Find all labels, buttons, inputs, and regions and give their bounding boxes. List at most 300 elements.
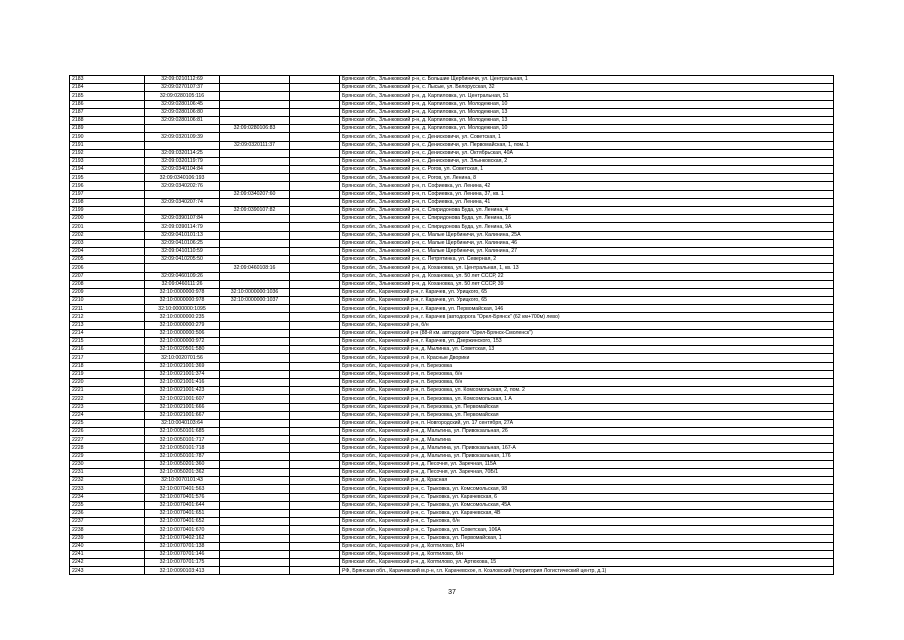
empty-cell — [290, 305, 340, 313]
building-cadastral-number-cell — [220, 174, 290, 182]
building-cadastral-number-cell — [220, 509, 290, 517]
address-cell: Брянская обл., Злынковский р-н, д. Кохановка, ул. 50 лет СССР, 39 — [340, 280, 834, 288]
address-cell: Брянская обл., Злынковский р-н, с. Спиридонова Буда, ул. Ленина, 4 — [340, 207, 834, 215]
row-number-cell: 2231 — [70, 469, 145, 477]
row-number-cell: 2206 — [70, 264, 145, 272]
building-cadastral-number-cell: 32:09:0390107:82 — [220, 207, 290, 215]
row-number-cell: 2197 — [70, 190, 145, 198]
address-cell: Брянская обл., Карачевский р-н, п. Березовка, б/н — [340, 378, 834, 386]
empty-cell — [290, 387, 340, 395]
building-cadastral-number-cell — [220, 338, 290, 346]
table-row — [70, 133, 834, 141]
row-number-cell: 2243 — [70, 567, 145, 575]
table-row — [70, 378, 834, 386]
row-number-cell: 2183 — [70, 76, 145, 84]
row-number-cell: 2195 — [70, 174, 145, 182]
table-row — [70, 256, 834, 264]
address-cell: Брянская обл., Карачевский р-н, д. Песочня, ул. Заречная, 115А — [340, 460, 834, 468]
address-cell: Брянская обл., Карачевский р-н, с. Трыковка, б/н — [340, 518, 834, 526]
building-cadastral-number-cell — [220, 485, 290, 493]
empty-cell — [290, 108, 340, 116]
address-cell: Брянская обл., Карачевский р-н (88-й км. автодороги "Орел-Брянск-Смоленск") — [340, 329, 834, 337]
address-cell: Брянская обл., Карачевский р-н, д. Мальтина — [340, 436, 834, 444]
building-cadastral-number-cell — [220, 280, 290, 288]
row-number-cell: 2194 — [70, 166, 145, 174]
row-number-cell: 2219 — [70, 370, 145, 378]
cadastral-number-cell: 32:09:0320109:39 — [145, 133, 220, 141]
empty-cell — [290, 207, 340, 215]
empty-cell — [290, 501, 340, 509]
row-number-cell: 2238 — [70, 526, 145, 534]
building-cadastral-number-cell — [220, 469, 290, 477]
cadastral-number-cell: 32:09:0340202:76 — [145, 182, 220, 190]
row-number-cell: 2229 — [70, 452, 145, 460]
row-number-cell: 2214 — [70, 329, 145, 337]
cadastral-number-cell: 32:10:0070701:138 — [145, 542, 220, 550]
row-number-cell: 2235 — [70, 501, 145, 509]
building-cadastral-number-cell — [220, 378, 290, 386]
address-cell: Брянская обл., Карачевский р-н, п. Березовка, ул. Первомайская — [340, 411, 834, 419]
building-cadastral-number-cell — [220, 444, 290, 452]
cadastral-number-cell: 32:09:0320114:25 — [145, 149, 220, 157]
empty-cell — [290, 419, 340, 427]
address-cell: Брянская обл., Злынковский р-н, с. Малые Щербиничи, ул. Калинина, 46 — [340, 239, 834, 247]
address-cell: Брянская обл., Злынковский р-н, с. Спиридонова Буда, ул. Ленина, 9А — [340, 223, 834, 231]
building-cadastral-number-cell — [220, 452, 290, 460]
cadastral-number-cell: 32:09:0280105:116 — [145, 92, 220, 100]
row-number-cell: 2199 — [70, 207, 145, 215]
table-row — [70, 207, 834, 215]
building-cadastral-number-cell — [220, 239, 290, 247]
address-cell: Брянская обл., Злынковский р-н, с. Малые Щербиничи, ул. Калинина, 25А — [340, 231, 834, 239]
row-number-cell: 2230 — [70, 460, 145, 468]
empty-cell — [290, 272, 340, 280]
building-cadastral-number-cell — [220, 247, 290, 255]
table-row — [70, 239, 834, 247]
address-cell: Брянская обл., Злынковский р-н, с. Лысые, ул. Белорусская, 32 — [340, 84, 834, 92]
cadastral-number-cell: 32:10:0070401:652 — [145, 518, 220, 526]
empty-cell — [290, 485, 340, 493]
building-cadastral-number-cell — [220, 526, 290, 534]
table-row — [70, 419, 834, 427]
row-number-cell: 2223 — [70, 403, 145, 411]
cadastral-number-cell: 32:10:0000000:279 — [145, 321, 220, 329]
cadastral-number-cell: 32:10:0090103:413 — [145, 567, 220, 575]
table-row — [70, 297, 834, 305]
cadastral-number-cell — [145, 264, 220, 272]
table-row — [70, 157, 834, 165]
row-number-cell: 2184 — [70, 84, 145, 92]
empty-cell — [290, 559, 340, 567]
table-row — [70, 370, 834, 378]
address-cell: Брянская обл., Злынковский р-н, с. Денисковичи, ул. Октябрьская, 40А — [340, 149, 834, 157]
cadastral-number-cell: 32:10:0000000:506 — [145, 329, 220, 337]
table-row — [70, 272, 834, 280]
row-number-cell: 2239 — [70, 534, 145, 542]
table-row — [70, 141, 834, 149]
cadastral-number-cell: 32:09:0340207:74 — [145, 198, 220, 206]
row-number-cell: 2205 — [70, 256, 145, 264]
empty-cell — [290, 215, 340, 223]
empty-cell — [290, 133, 340, 141]
empty-cell — [290, 436, 340, 444]
empty-cell — [290, 116, 340, 124]
address-cell: Брянская обл., Карачевский р-н, с. Трыковка, ул. Комсомольская, 45А — [340, 501, 834, 509]
cadastral-number-cell: 32:10:0000000:235 — [145, 313, 220, 321]
address-cell: Брянская обл., Карачевский р-н, д. Мальтина, ул. Привокзальная, 167-А — [340, 444, 834, 452]
table-row — [70, 452, 834, 460]
address-cell: РФ, Брянская обл., Карачевский м.р-н, г.п. Карачевское, п. Козловский (территория Логистический центр, д.1) — [340, 567, 834, 575]
building-cadastral-number-cell — [220, 108, 290, 116]
empty-cell — [290, 100, 340, 108]
address-cell: Брянская обл., Злынковский р-н, п. Софиевка, ул. Ленина, 37, кв. 1 — [340, 190, 834, 198]
building-cadastral-number-cell — [220, 84, 290, 92]
row-number-cell: 2226 — [70, 428, 145, 436]
row-number-cell: 2187 — [70, 108, 145, 116]
cadastral-number-cell: 32:10:0070401:576 — [145, 493, 220, 501]
building-cadastral-number-cell — [220, 387, 290, 395]
cadastral-number-cell: 32:10:0021001:416 — [145, 378, 220, 386]
empty-cell — [290, 247, 340, 255]
cadastral-number-cell: 32:09:0410110:59 — [145, 247, 220, 255]
address-cell: Брянская обл., Карачевский р-н, с. Трыковка, ул. Советская, 106А — [340, 526, 834, 534]
building-cadastral-number-cell: 32:09:0340207:60 — [220, 190, 290, 198]
empty-cell — [290, 362, 340, 370]
address-cell: Брянская обл., Карачевский р-н, с. Трыковка, ул. Первомайская, 1 — [340, 534, 834, 542]
building-cadastral-number-cell: 32:10:0000000:1037 — [220, 297, 290, 305]
address-cell: Брянская обл., Карачевский р-н, г. Карачев (автодорога "Орел-Брянск" (62 км+700м) лево) — [340, 313, 834, 321]
empty-cell — [290, 157, 340, 165]
address-cell: Брянская обл., Злынковский р-н, с. Спиридонова Буда, ул. Ленина, 16 — [340, 215, 834, 223]
building-cadastral-number-cell — [220, 133, 290, 141]
row-number-cell: 2240 — [70, 542, 145, 550]
cadastral-number-cell: 32:10:0070401:563 — [145, 485, 220, 493]
table-row — [70, 428, 834, 436]
row-number-cell: 2216 — [70, 346, 145, 354]
page-number: 37 — [448, 589, 456, 596]
row-number-cell: 2218 — [70, 362, 145, 370]
address-cell: Брянская обл., Карачевский р-н, г. Карачев, ул. Первомайская, 146 — [340, 305, 834, 313]
address-cell: Брянская обл., Карачевский р-н, г. Карачев, ул. Урицкого, 65 — [340, 297, 834, 305]
row-number-cell: 2228 — [70, 444, 145, 452]
empty-cell — [290, 174, 340, 182]
cadastral-number-cell: 32:10:0021001:667 — [145, 411, 220, 419]
table-row — [70, 125, 834, 133]
building-cadastral-number-cell — [220, 198, 290, 206]
empty-cell — [290, 321, 340, 329]
row-number-cell: 2237 — [70, 518, 145, 526]
empty-cell — [290, 444, 340, 452]
empty-cell — [290, 452, 340, 460]
empty-cell — [290, 477, 340, 485]
row-number-cell: 2241 — [70, 550, 145, 558]
empty-cell — [290, 297, 340, 305]
row-number-cell: 2213 — [70, 321, 145, 329]
address-cell: Брянская обл., Злынковский р-н, с. Денисковичи, ул. Злынковская, 2 — [340, 157, 834, 165]
table-row — [70, 444, 834, 452]
row-number-cell: 2220 — [70, 378, 145, 386]
empty-cell — [290, 518, 340, 526]
empty-cell — [290, 329, 340, 337]
cadastral-number-cell: 32:09:0280106:81 — [145, 116, 220, 124]
cadastral-number-cell: 32:09:0410205:50 — [145, 256, 220, 264]
address-cell: Брянская обл., Карачевский р-н, п. Березовка, б/н — [340, 370, 834, 378]
building-cadastral-number-cell — [220, 534, 290, 542]
table-row — [70, 313, 834, 321]
building-cadastral-number-cell — [220, 460, 290, 468]
cadastral-number-cell: 32:09:0280106:80 — [145, 108, 220, 116]
building-cadastral-number-cell — [220, 518, 290, 526]
building-cadastral-number-cell — [220, 116, 290, 124]
empty-cell — [290, 567, 340, 575]
address-cell: Брянская обл., Злынковский р-н, с. Малые Щербиничи, ул. Калинина, 27 — [340, 247, 834, 255]
table-row — [70, 166, 834, 174]
table-row — [70, 280, 834, 288]
table-row — [70, 108, 834, 116]
empty-cell — [290, 542, 340, 550]
building-cadastral-number-cell — [220, 411, 290, 419]
empty-cell — [290, 370, 340, 378]
row-number-cell: 2190 — [70, 133, 145, 141]
building-cadastral-number-cell — [220, 76, 290, 84]
row-number-cell: 2189 — [70, 125, 145, 133]
table-row — [70, 190, 834, 198]
building-cadastral-number-cell — [220, 567, 290, 575]
cadastral-number-cell: 32:10:0020501:580 — [145, 346, 220, 354]
building-cadastral-number-cell — [220, 329, 290, 337]
building-cadastral-number-cell — [220, 493, 290, 501]
cadastral-number-cell: 32:10:0070101:43 — [145, 477, 220, 485]
empty-cell — [290, 125, 340, 133]
empty-cell — [290, 338, 340, 346]
row-number-cell: 2201 — [70, 223, 145, 231]
address-cell: Брянская обл., Карачевский р-н, д. Песочня, ул. Заречная, 70Б/1 — [340, 469, 834, 477]
table-row — [70, 362, 834, 370]
address-cell: Брянская обл., Карачевский р-н, д. Мальтина, ул. Привокзальная, 176 — [340, 452, 834, 460]
building-cadastral-number-cell — [220, 559, 290, 567]
empty-cell — [290, 395, 340, 403]
row-number-cell: 2236 — [70, 509, 145, 517]
building-cadastral-number-cell — [220, 403, 290, 411]
row-number-cell: 2227 — [70, 436, 145, 444]
row-number-cell: 2191 — [70, 141, 145, 149]
empty-cell — [290, 411, 340, 419]
row-number-cell: 2212 — [70, 313, 145, 321]
empty-cell — [290, 526, 340, 534]
table-row — [70, 542, 834, 550]
table-row — [70, 436, 834, 444]
cadastral-number-cell: 32:10:0000000:978 — [145, 288, 220, 296]
table-row — [70, 198, 834, 206]
building-cadastral-number-cell — [220, 313, 290, 321]
empty-cell — [290, 509, 340, 517]
table-row — [70, 567, 834, 575]
table-row — [70, 182, 834, 190]
table-row — [70, 338, 834, 346]
address-cell: Брянская обл., Злынковский р-н, д. Кохановка, ул. 50 лет СССР, 22 — [340, 272, 834, 280]
address-cell: Брянская обл., Карачевский р-н, п. Красные Дворики — [340, 354, 834, 362]
address-cell: Брянская обл., Злынковский р-н, с. Рогов, ул. Советская, 1 — [340, 166, 834, 174]
address-cell: Брянская обл., Карачевский р-н, г. Карачев, ул. Дзержинского, 153 — [340, 338, 834, 346]
row-number-cell: 2234 — [70, 493, 145, 501]
building-cadastral-number-cell — [220, 550, 290, 558]
empty-cell — [290, 231, 340, 239]
table-row — [70, 92, 834, 100]
table-row — [70, 100, 834, 108]
table-row — [70, 559, 834, 567]
cadastral-number-cell: 32:10:0000000:1095 — [145, 305, 220, 313]
cadastral-number-cell — [145, 207, 220, 215]
building-cadastral-number-cell — [220, 272, 290, 280]
table-row — [70, 493, 834, 501]
row-number-cell: 2186 — [70, 100, 145, 108]
cadastral-number-cell: 32:10:0050101:787 — [145, 452, 220, 460]
table-row — [70, 223, 834, 231]
cadastral-number-cell — [145, 125, 220, 133]
table-row — [70, 288, 834, 296]
building-cadastral-number-cell: 32:09:0280106:83 — [220, 125, 290, 133]
building-cadastral-number-cell — [220, 362, 290, 370]
row-number-cell: 2211 — [70, 305, 145, 313]
building-cadastral-number-cell — [220, 100, 290, 108]
row-number-cell: 2209 — [70, 288, 145, 296]
table-row — [70, 84, 834, 92]
empty-cell — [290, 92, 340, 100]
cadastral-number-cell: 32:10:0021001:369 — [145, 362, 220, 370]
address-cell: Брянская обл., Злынковский р-н, д. Карпиловка, ул. Молодежная, 13 — [340, 116, 834, 124]
table-row — [70, 387, 834, 395]
address-cell: Брянская обл., Карачевский р-н, д. Коптилово, ул. Артюхова, 15 — [340, 559, 834, 567]
row-number-cell: 2210 — [70, 297, 145, 305]
address-cell: Брянская обл., Злынковский р-н, д. Карпиловка, ул. Молодежная, 10 — [340, 125, 834, 133]
table-row — [70, 149, 834, 157]
cadastral-number-cell: 32:10:0050101:685 — [145, 428, 220, 436]
row-number-cell: 2198 — [70, 198, 145, 206]
row-number-cell: 2185 — [70, 92, 145, 100]
cadastral-number-cell: 32:10:0070401:651 — [145, 509, 220, 517]
building-cadastral-number-cell: 32:10:0000000:1036 — [220, 288, 290, 296]
cadastral-number-cell: 32:09:0340104:84 — [145, 166, 220, 174]
building-cadastral-number-cell — [220, 157, 290, 165]
empty-cell — [290, 198, 340, 206]
empty-cell — [290, 256, 340, 264]
table-row — [70, 346, 834, 354]
cadastral-number-cell: 32:09:0210112:69 — [145, 76, 220, 84]
address-cell: Брянская обл., Карачевский р-н, г. Карачев, ул. Урицкого, 65 — [340, 288, 834, 296]
cadastral-number-cell: 32:10:0070701:146 — [145, 550, 220, 558]
table-row — [70, 460, 834, 468]
address-cell: Брянская обл., Злынковский р-н, д. Карпиловка, ул. Центральная, 51 — [340, 92, 834, 100]
address-cell: Брянская обл., Карачевский р-н, с. Трыковка, ул. Карачевская, 4В — [340, 509, 834, 517]
building-cadastral-number-cell — [220, 428, 290, 436]
row-number-cell: 2232 — [70, 477, 145, 485]
cadastral-number-cell: 32:09:0340106:193 — [145, 174, 220, 182]
building-cadastral-number-cell — [220, 256, 290, 264]
address-cell: Брянская обл., Карачевский р-н, д. Мальтина, ул. Привокзальная, 26 — [340, 428, 834, 436]
cadastral-number-cell: 32:09:0460111:26 — [145, 280, 220, 288]
cadastral-number-cell: 32:10:0070701:175 — [145, 559, 220, 567]
row-number-cell: 2217 — [70, 354, 145, 362]
building-cadastral-number-cell — [220, 223, 290, 231]
address-cell: Брянская обл., Злынковский р-н, д. Кохановка, ул. Центральная, 1, кв. 13 — [340, 264, 834, 272]
building-cadastral-number-cell — [220, 346, 290, 354]
cadastral-number-cell: 32:10:0021001:423 — [145, 387, 220, 395]
building-cadastral-number-cell: 32:09:0460108:16 — [220, 264, 290, 272]
cadastral-number-cell: 32:10:0050101:718 — [145, 444, 220, 452]
row-number-cell: 2193 — [70, 157, 145, 165]
row-number-cell: 2242 — [70, 559, 145, 567]
address-cell: Брянская обл., Карачевский р-н, д. Коптилово, б/н — [340, 550, 834, 558]
building-cadastral-number-cell — [220, 419, 290, 427]
cadastral-number-cell — [145, 190, 220, 198]
empty-cell — [290, 190, 340, 198]
building-cadastral-number-cell — [220, 354, 290, 362]
cadastral-number-cell: 32:10:0021001:666 — [145, 403, 220, 411]
address-cell: Брянская обл., Карачевский р-н, д. Коптилово, Б/Н — [340, 542, 834, 550]
empty-cell — [290, 534, 340, 542]
cadastral-number-cell: 32:09:0410106:25 — [145, 239, 220, 247]
table-row — [70, 354, 834, 362]
empty-cell — [290, 223, 340, 231]
table-row — [70, 329, 834, 337]
address-cell: Брянская обл., Карачевский р-н, п. Новгородский, ул. 17 сентября, 27А — [340, 419, 834, 427]
row-number-cell: 2221 — [70, 387, 145, 395]
table-row — [70, 321, 834, 329]
cadastral-number-cell: 32:10:0000000:978 — [145, 297, 220, 305]
empty-cell — [290, 149, 340, 157]
building-cadastral-number-cell — [220, 215, 290, 223]
cadastral-number-cell: 32:10:0070401:670 — [145, 526, 220, 534]
table-row — [70, 264, 834, 272]
empty-cell — [290, 141, 340, 149]
building-cadastral-number-cell — [220, 231, 290, 239]
empty-cell — [290, 428, 340, 436]
address-cell: Брянская обл., Карачевский р-н, д. Мылинка, ул. Советская, 13 — [340, 346, 834, 354]
table-row — [70, 485, 834, 493]
empty-cell — [290, 550, 340, 558]
row-number-cell: 2208 — [70, 280, 145, 288]
building-cadastral-number-cell — [220, 501, 290, 509]
row-number-cell: 2225 — [70, 419, 145, 427]
building-cadastral-number-cell — [220, 92, 290, 100]
cadastral-number-cell: 32:10:0070402:162 — [145, 534, 220, 542]
row-number-cell: 2200 — [70, 215, 145, 223]
address-cell: Брянская обл., Злынковский р-н, с. Петрятинка, ул. Северная, 2 — [340, 256, 834, 264]
address-cell: Брянская обл., Злынковский р-н, с. Рогов, ул. Ленина, 8 — [340, 174, 834, 182]
cadastral-number-cell: 32:09:0390107:84 — [145, 215, 220, 223]
row-number-cell: 2196 — [70, 182, 145, 190]
row-number-cell: 2188 — [70, 116, 145, 124]
building-cadastral-number-cell — [220, 436, 290, 444]
cadastral-number-cell: 32:10:0021001:607 — [145, 395, 220, 403]
address-cell: Брянская обл., Карачевский р-н, с. Трыковка, ул. Карачевская, 6 — [340, 493, 834, 501]
table-row — [70, 534, 834, 542]
empty-cell — [290, 469, 340, 477]
cadastral-number-cell — [145, 141, 220, 149]
cadastral-number-cell: 32:10:0000000:972 — [145, 338, 220, 346]
building-cadastral-number-cell — [220, 542, 290, 550]
address-cell: Брянская обл., Карачевский р-н, п. Березовка, ул. Первомайская — [340, 403, 834, 411]
address-cell: Брянская обл., Карачевский р-н, д. Красная — [340, 477, 834, 485]
address-cell: Брянская обл., Злынковский р-н, д. Карпиловка, ул. Молодежная, 13 — [340, 108, 834, 116]
building-cadastral-number-cell — [220, 166, 290, 174]
table-row — [70, 526, 834, 534]
address-cell: Брянская обл., Карачевский р-н, п. Березовка, ул. Комсомольская, 2, пом. 2 — [340, 387, 834, 395]
table-row — [70, 215, 834, 223]
table-row — [70, 174, 834, 182]
row-number-cell: 2204 — [70, 247, 145, 255]
address-cell: Брянская обл., Злынковский р-н, п. Софиевка, ул. Ленина, 41 — [340, 198, 834, 206]
